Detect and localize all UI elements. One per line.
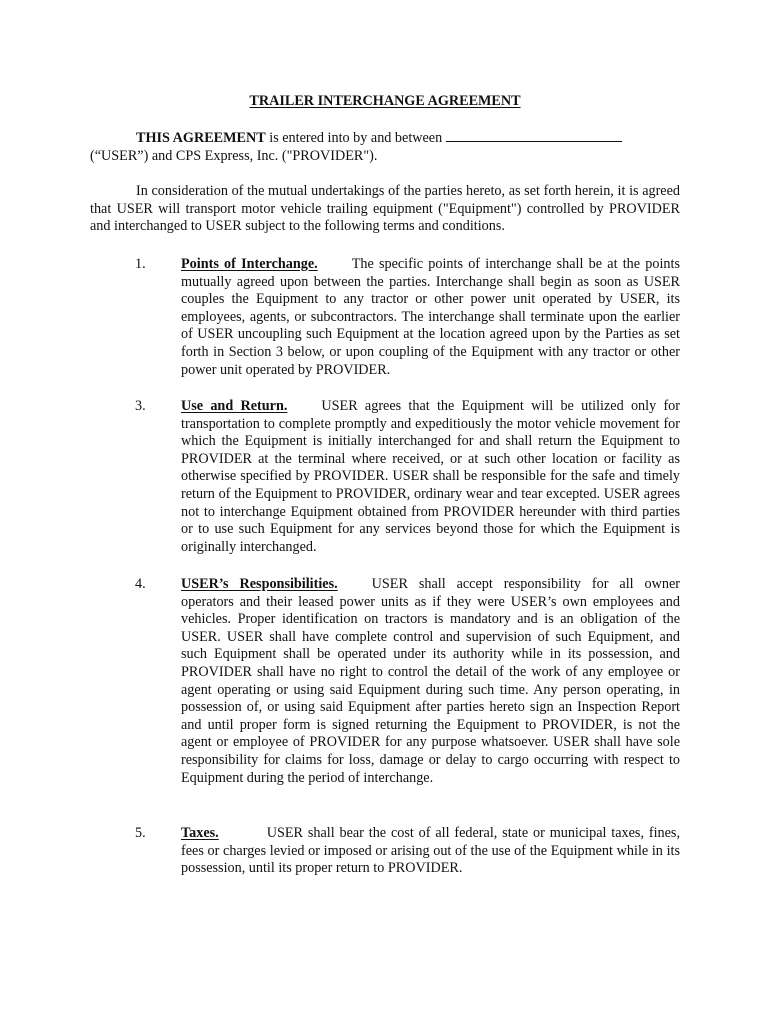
intro-lead-bold: THIS AGREEMENT xyxy=(136,130,266,146)
party-name-blank xyxy=(446,129,622,142)
intro-paragraph xyxy=(90,129,680,165)
intro-lead-text: is entered into by and between xyxy=(265,130,446,146)
section-text: USER shall bear the cost of all federal, state or municipal taxes, fines, fees or charges levied or imposed or arising out of the use of the Equipment while in its possession, until its proper return to PROVIDER. xyxy=(181,825,680,877)
section-text: The specific points of interchange shall be at the points mutually agreed upon between the parties. Interchange shall begin as soon as USER couples the Equipment to any tractor or other power unit operated by USER, its employees, agents, or subcontractors. The interchange shall terminate upon the earlier of USER uncoupling such Equipment at the location agreed upon by the Parties as set forth in Section 3 below, or upon coupling of the Equipment with any tractor or other power unit operated by PROVIDER. xyxy=(181,256,680,378)
section-text: USER agrees that the Equipment will be utilized only for transportation to complete promptly and expeditiously the motor vehicle movement for which the Equipment is initially interchanged for and shall return the Equipment to PROVIDER at the terminal where received, or at such other location or facility as otherwise specified by PROVIDER. USER shall be responsible for the safe and timely return of the Equipment to PROVIDER, ordinary wear and tear excepted. USER agrees not to interchange Equipment obtained from PROVIDER hereunder with third parties or to use such Equipment for any services beyond those for which the Equipment is originally interchanged. xyxy=(181,398,680,555)
section-heading: Taxes. xyxy=(181,825,219,841)
section-number: 1. xyxy=(135,256,146,272)
section-body xyxy=(181,256,680,379)
section-taxes xyxy=(90,825,680,878)
section-heading: Points of Interchange. xyxy=(181,256,318,272)
section-body xyxy=(181,825,680,878)
section-text: USER shall accept responsibility for all owner operators and their leased power units as if they were USER’s own employees and vehicles. Proper identification on tractors is mandatory and is an obligation of the USER. USER shall have complete control and supervision of such Equipment, and such Equipment shall be operated under its authority while in its possession, and PROVIDER shall have no right to control the detail of the work of any employee or agent operating or using said Equipment during such time. Any person operating, in possession of, or using said Equipment after parties hereto sign an Inspection Report and until proper form is signed returning the Equipment to PROVIDER, is not the agent or employee of PROVIDER for any purpose whatsoever. USER shall have sole responsibility for claims for loss, damage or delay to cargo occurring with respect to Equipment during the period of interchange. xyxy=(181,576,680,786)
document-title: TRAILER INTERCHANGE AGREEMENT xyxy=(249,93,521,109)
section-number: 4. xyxy=(135,576,146,592)
intro-continuation: (“USER”) and CPS Express, Inc. ("PROVIDER"). xyxy=(90,147,378,164)
section-heading: USER’s Responsibilities. xyxy=(181,576,338,592)
section-use-and-return xyxy=(90,398,680,556)
section-number: 3. xyxy=(135,398,146,414)
section-heading: Use and Return. xyxy=(181,398,288,414)
section-body xyxy=(181,398,680,556)
consideration-text: In consideration of the mutual undertakings of the parties hereto, as set forth herein, it is agreed that USER will transport motor vehicle trailing equipment ("Equipment") controlled by PROVIDER and interchanged to USER subject to the following terms and conditions. xyxy=(90,183,680,235)
section-number: 5. xyxy=(135,825,146,841)
section-points-of-interchange xyxy=(90,256,680,379)
section-body xyxy=(181,576,680,787)
section-user-responsibilities xyxy=(90,576,680,787)
consideration-paragraph xyxy=(90,183,680,236)
